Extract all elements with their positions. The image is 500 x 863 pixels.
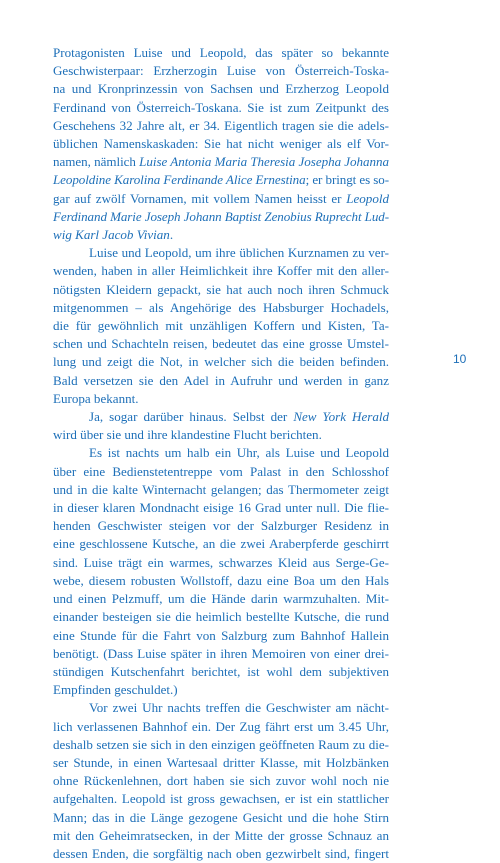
text-line: [53, 190, 389, 208]
text-segment: sind. Luise trägt ein warmes, schwarzes Kleid aus Serge-Ge-: [53, 554, 389, 570]
text-segment: über eine Bedienstetentreppe vom Palast in den Schlosshof: [53, 463, 389, 479]
text-segment: schen und Schachteln reisen, bedeutet das eine grosse Umstel-: [53, 336, 389, 352]
text-line: [53, 790, 389, 808]
margin-line-number: 10: [453, 352, 467, 366]
text-line: [53, 809, 389, 827]
text-line: [53, 645, 389, 663]
text-line: [53, 663, 389, 681]
text-segment: wird über sie und ihre klandestine Flucht berichten.: [53, 427, 322, 443]
text-line: [53, 408, 389, 426]
text-line: [53, 153, 389, 171]
text-segment: eine geschlossene Kutsche, an die zwei Araberpferde geschirrt: [53, 536, 389, 552]
text-line: [53, 481, 389, 499]
text-line: [53, 390, 389, 408]
text-line: [53, 681, 389, 699]
text-segment: ser Stunde, in einen Wartesaal dritter Klasse, mit Holzbänken: [53, 754, 389, 770]
text-segment: aufgehalten. Leopold ist gross gewachsen, er ist ein stattlicher: [53, 791, 389, 807]
text-line: [53, 535, 389, 553]
text-line: [53, 281, 389, 299]
italic-text: Luise Antonia Maria Theresia Josepha Johanna: [139, 154, 390, 170]
italic-text: Leopoldine Karolina Ferdinande Alice Ernestina: [53, 172, 306, 188]
text-line: [53, 499, 389, 517]
text-segment: .: [169, 227, 174, 243]
text-line: [53, 171, 389, 189]
text-line: [53, 299, 389, 317]
text-line: [53, 135, 389, 153]
text-segment: lung und zeigt die Not, in welcher sich die beiden befinden.: [53, 354, 389, 370]
text-line: [53, 517, 389, 535]
text-line: [53, 754, 389, 772]
text-segment: nötigsten Kleidern gepackt, sie hat auch noch ihren Schmuck: [53, 281, 389, 297]
text-segment: Ferdinand von Österreich-Toskana. Sie ist zum Zeitpunkt des: [53, 99, 389, 115]
text-segment: lich verlassenen Bahnhof ein. Der Zug fährt erst um 3.45 Uhr,: [53, 718, 389, 734]
text-segment: gar auf zwölf Vornamen, mit vollem Namen heisst er: [53, 190, 347, 206]
italic-text: Leopold: [346, 190, 389, 206]
text-line: [53, 736, 389, 754]
text-line: [53, 208, 389, 226]
text-line: [53, 99, 389, 117]
text-segment: Luise und Leopold, um ihre üblichen Kurznamen zu ver-: [89, 245, 389, 261]
text-line: [53, 772, 389, 790]
text-line: [53, 554, 389, 572]
text-segment: üblichen Namenskaskaden: Sie hat nicht weniger als elf Vor-: [53, 136, 389, 152]
text-segment: eine Stunde für die Fahrt von Salzburg zum Bahnhof Hallein: [53, 627, 389, 643]
text-segment: Empfinden geschuldet.): [53, 682, 178, 698]
text-line: [53, 353, 389, 371]
text-line: [53, 317, 389, 335]
text-segment: Geschwisterpaar: Erzherzogin Luise von Österreich-Toska-: [53, 63, 389, 79]
text-segment: einander besteigen sie die heimlich bestellte Kutsche, die rund: [53, 609, 389, 625]
text-line: [53, 608, 389, 626]
text-line: [53, 426, 389, 444]
text-line: [53, 718, 389, 736]
text-segment: Mann; das in die Länge gezogene Gesicht und die hohe Stirn: [53, 809, 389, 825]
text-segment: benötigt. (Dass Luise später in ihren Memoiren von einer drei-: [53, 645, 389, 661]
text-line: [53, 827, 389, 845]
text-segment: mitgenommen – als Angehörige des Habsburger Hochadels,: [53, 299, 389, 315]
text-line: [53, 590, 389, 608]
text-line: [53, 226, 389, 244]
text-segment: ohne Rückenlehnen, dort haben sie sich zuvor wohl noch nie: [53, 773, 389, 789]
text-line: [53, 627, 389, 645]
text-line: [53, 444, 389, 462]
text-segment: mit den Geheimratsecken, in der Mitte der grosse Schnauz an: [53, 827, 389, 843]
text-segment: Protagonisten Luise und Leopold, das später so bekannte: [53, 45, 389, 60]
text-segment: henden Geschwister steigen vor der Salzburger Residenz in: [53, 518, 389, 534]
text-line: [53, 80, 389, 98]
body-text: [53, 44, 389, 863]
italic-text: New York Herald: [293, 409, 389, 425]
text-line: [53, 44, 389, 62]
text-line: [53, 117, 389, 135]
text-segment: die für gewöhnlich mit unzähligen Koffern und Kisten, Ta-: [53, 318, 389, 334]
italic-text: Ferdinand Marie Joseph Johann Baptist Zenobius Ruprecht Lud-: [53, 208, 390, 224]
text-line: [53, 572, 389, 590]
text-segment: Europa bekannt.: [53, 390, 139, 406]
text-line: [53, 699, 389, 717]
text-segment: ; er bringt es so-: [305, 172, 390, 188]
text-segment: und einen Pelzmuff, um die Hände darin warmzuhalten. Mit-: [53, 591, 389, 607]
text-segment: namen, nämlich: [53, 154, 140, 170]
text-segment: und in die kalte Winternacht gelangen; das Thermometer zeigt: [53, 481, 389, 497]
text-segment: Geschehens 32 Jahre alt, er 34. Eigentlich tragen sie die adels-: [53, 117, 389, 133]
text-line: [53, 62, 389, 80]
text-segment: in dieser klaren Mondnacht eisige 16 Grad unter null. Die flie-: [53, 500, 389, 516]
text-segment: webe, diesem robusten Wollstoff, dazu eine Boa um den Hals: [53, 572, 389, 588]
text-segment: Ja, sogar darüber hinaus. Selbst der: [89, 409, 294, 425]
text-segment: na und Kronprinzessin von Sachsen und Erzherzog Leopold: [53, 81, 389, 97]
text-segment: Vor zwei Uhr nachts treffen die Geschwister am nächt-: [89, 700, 389, 716]
text-line: [53, 335, 389, 353]
text-line: [53, 372, 389, 390]
italic-text: wig Karl Jacob Vivian: [53, 227, 170, 243]
text-line: [53, 463, 389, 481]
text-line: [53, 845, 389, 863]
text-segment: deshalb setzen sie sich in den einzigen geöffneten Raum zu die-: [53, 736, 389, 752]
text-line: [53, 262, 389, 280]
text-segment: stündigen Kutschenfahrt berichtet, ist wohl dem subjektiven: [53, 663, 389, 679]
text-line: [53, 244, 389, 262]
text-segment: dessen Enden, die sorgfältig nach oben gezwirbelt sind, fingert: [53, 845, 389, 861]
text-segment: Bald versetzen sie den Adel in Aufruhr und werden in ganz: [53, 372, 389, 388]
text-segment: wenden, haben in aller Heimlichkeit ihre Koffer mit den aller-: [53, 263, 389, 279]
text-segment: Es ist nachts um halb ein Uhr, als Luise und Leopold: [89, 445, 389, 461]
